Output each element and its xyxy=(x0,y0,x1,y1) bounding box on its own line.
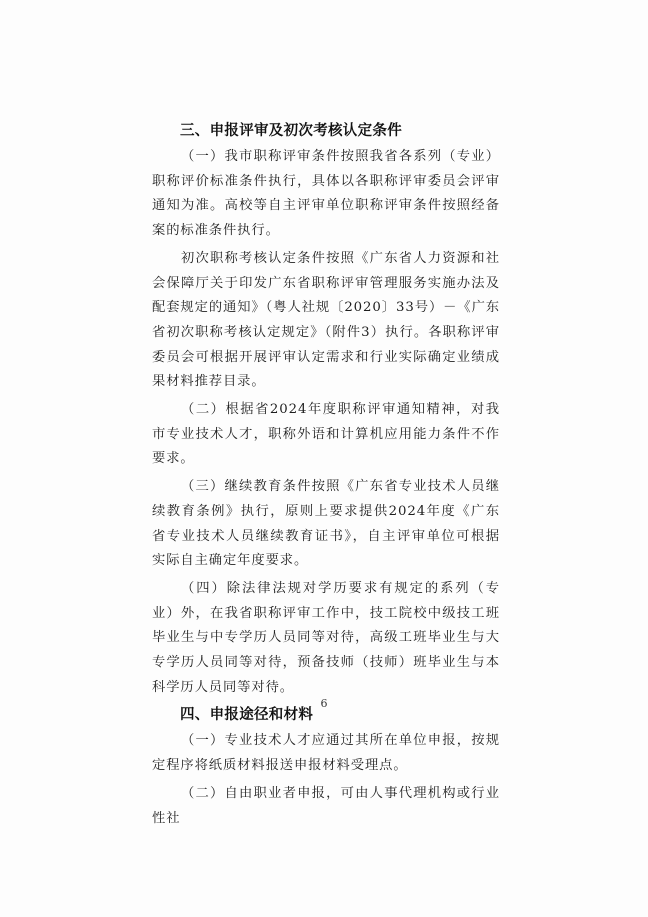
section-heading-3: 三、申报评审及初次考核认定条件 xyxy=(180,123,402,139)
page-number: 6 xyxy=(320,697,328,710)
paragraph-3-4: （四）除法律法规对学历要求有规定的系列（专业）外，在我省职称评审工作中，技工院校中级技工班毕业生与中专学历人员同等对待，高级工班毕业生与大专学历人员同等对待，预备技师（技师）班毕业生与本科学历人员同等对待。 xyxy=(152,580,500,695)
paragraph-3-1: （一）我市职称评审条件按照我省各系列（专业）职称评价标准条件执行，具体以各职称评审委员会评审通知为准。高校等自主评审单位职称评审条件按照经备案的标准条件执行。 xyxy=(152,149,500,239)
paragraph-3-3: （三）继续教育条件按照《广东省专业技术人员继续教育条例》执行，原则上要求提供2024年度《广东省专业技术人员继续教育证书》，自主评审单位可根据实际自主确定年度要求。 xyxy=(152,479,500,569)
section-heading-4: 四、申报途径和材料 xyxy=(180,707,314,724)
page-content xyxy=(152,119,500,834)
paragraph-3-2: （二）根据省2024年度职称评审通知精神，对我市专业技术人才，职称外语和计算机应用能力条件不作要求。 xyxy=(152,402,500,467)
paragraph-3-1-b: 初次职称考核认定条件按照《广东省人力资源和社会保障厅关于印发广东省职称评审管理服务实施办法及配套规定的通知》（粤人社规〔2020〕33号）－《广东省初次职称考核认定规定》（附件3）执行。各职称评审委员会可根据开展评审认定需求和行业实际确定业绩成果材料推荐目录。 xyxy=(152,250,500,390)
paragraph-4-1: （一）专业技术人才应通过其所在单位申报，按规定程序将纸质材料报送申报材料受理点。 xyxy=(152,733,500,774)
paragraph-4-2: （二）自由职业者申报，可由人事代理机构或行业性社 xyxy=(152,785,500,826)
